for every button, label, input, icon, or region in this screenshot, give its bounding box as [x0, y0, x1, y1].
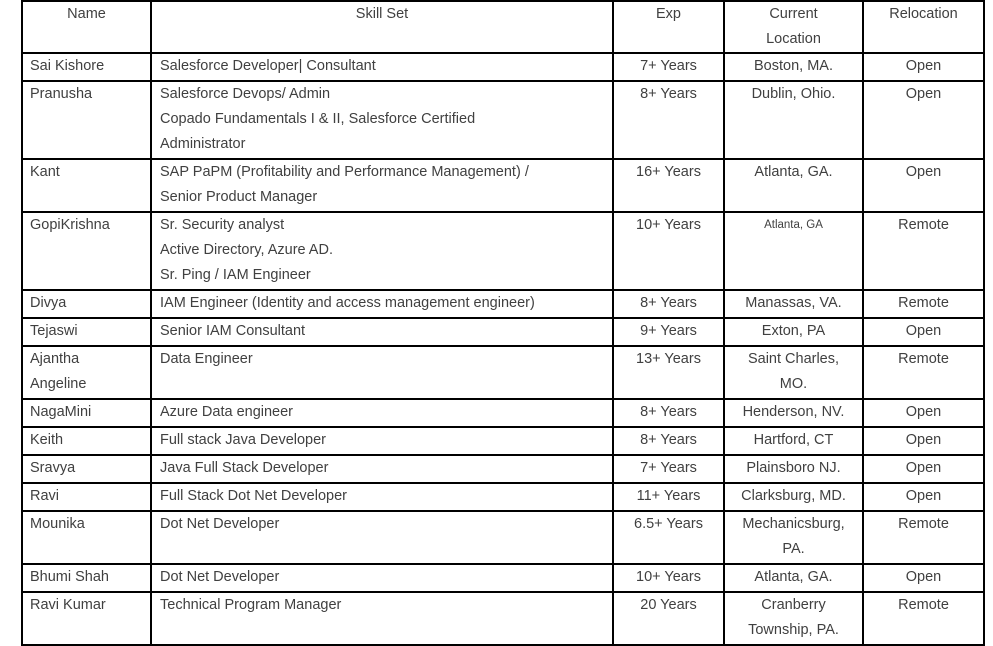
current-location-line: Henderson, NV. — [742, 404, 845, 420]
current-location-line: Clarksburg, MD. — [741, 488, 846, 504]
current-location-value — [725, 400, 862, 425]
cell-exp — [613, 511, 724, 564]
skill-set-line: Administrator — [160, 136, 246, 152]
skill-set-value — [152, 160, 612, 210]
experience-value — [614, 213, 723, 238]
relocation-status-value — [864, 400, 983, 425]
current-location-value — [725, 54, 862, 79]
candidate-name-value — [23, 213, 150, 238]
cell-name — [22, 455, 151, 483]
table-row[interactable] — [22, 592, 984, 645]
experience-line: 16+ Years — [636, 164, 701, 180]
current-location-line: Atlanta, GA. — [754, 569, 833, 585]
relocation-status-value — [864, 213, 983, 238]
skill-set-value — [152, 565, 612, 590]
experience-line: 8+ Years — [640, 432, 697, 448]
candidate-name-line: Ravi Kumar — [30, 597, 106, 613]
cell-exp — [613, 427, 724, 455]
column-header-relocation — [863, 1, 984, 53]
experience-value — [614, 512, 723, 537]
experience-line: 8+ Years — [640, 86, 697, 102]
experience-value — [614, 347, 723, 372]
cell-name — [22, 346, 151, 399]
cell-skill-set — [151, 318, 613, 346]
cell-name — [22, 290, 151, 318]
cell-current-location — [724, 511, 863, 564]
table-row[interactable] — [22, 511, 984, 564]
experience-value — [614, 319, 723, 344]
skill-set-value — [152, 512, 612, 537]
experience-line: 11+ Years — [636, 488, 701, 504]
cell-relocation — [863, 455, 984, 483]
cell-current-location — [724, 592, 863, 645]
experience-value — [614, 484, 723, 509]
relocation-status-line: Remote — [898, 516, 949, 532]
candidate-skill-table — [21, 0, 985, 646]
relocation-status-line: Open — [905, 460, 942, 476]
skill-set-value — [152, 484, 612, 509]
skill-set-line: Copado Fundamentals I & II, Salesforce Certified — [160, 111, 476, 127]
experience-line: 20 Years — [640, 597, 697, 613]
current-location-line: Saint Charles, — [747, 351, 840, 367]
candidate-name-value — [23, 565, 150, 590]
current-location-value — [725, 456, 862, 481]
column-header-name — [22, 1, 151, 53]
column-header-skill-set-label: Skill Set — [355, 6, 409, 22]
relocation-status-line: Open — [905, 86, 942, 102]
relocation-status-line: Open — [905, 432, 942, 448]
skill-set-value — [152, 213, 612, 288]
cell-current-location — [724, 483, 863, 511]
skill-set-line: Salesforce Devops/ Admin — [160, 86, 331, 102]
cell-name — [22, 399, 151, 427]
cell-exp — [613, 564, 724, 592]
skill-set-line: Full Stack Dot Net Developer — [160, 488, 347, 504]
relocation-status-value — [864, 291, 983, 316]
skill-set-line: Java Full Stack Developer — [160, 460, 329, 476]
current-location-line: MO. — [779, 376, 808, 392]
current-location-line: Hartford, CT — [753, 432, 834, 448]
cell-skill-set — [151, 592, 613, 645]
relocation-status-line: Remote — [898, 597, 949, 613]
experience-line: 7+ Years — [640, 58, 697, 74]
table-row[interactable] — [22, 427, 984, 455]
cell-relocation — [863, 399, 984, 427]
skill-set-value — [152, 400, 612, 425]
cell-exp — [613, 483, 724, 511]
candidate-name-line: Pranusha — [30, 86, 93, 102]
cell-relocation — [863, 290, 984, 318]
relocation-status-value — [864, 512, 983, 537]
current-location-line: Dublin, Ohio. — [751, 86, 836, 102]
current-location-line: Township, PA. — [748, 622, 839, 638]
column-header-current-location — [724, 1, 863, 53]
relocation-status-value — [864, 82, 983, 107]
candidate-name-value — [23, 484, 150, 509]
cell-exp — [613, 212, 724, 290]
table-row[interactable] — [22, 399, 984, 427]
column-header-current-location-label-line1: Current — [769, 6, 818, 22]
table-row[interactable] — [22, 346, 984, 399]
current-location-value — [725, 213, 862, 238]
cell-current-location — [724, 399, 863, 427]
cell-name — [22, 511, 151, 564]
table-row[interactable] — [22, 81, 984, 159]
candidate-name-value — [23, 400, 150, 425]
current-location-line: Cranberry — [761, 597, 826, 613]
current-location-line: Atlanta, GA. — [754, 164, 833, 180]
skill-set-value — [152, 291, 612, 316]
relocation-status-line: Remote — [898, 295, 949, 311]
cell-skill-set — [151, 81, 613, 159]
cell-relocation — [863, 212, 984, 290]
table-row[interactable] — [22, 455, 984, 483]
table-row[interactable] — [22, 483, 984, 511]
relocation-status-line: Open — [905, 58, 942, 74]
experience-line: 6.5+ Years — [634, 516, 703, 532]
cell-skill-set — [151, 427, 613, 455]
cell-exp — [613, 81, 724, 159]
table-row[interactable] — [22, 53, 984, 81]
experience-line: 9+ Years — [640, 323, 697, 339]
cell-relocation — [863, 53, 984, 81]
skill-set-value — [152, 82, 612, 157]
table-row[interactable] — [22, 318, 984, 346]
candidate-name-value — [23, 291, 150, 316]
header-row — [22, 1, 984, 53]
column-header-relocation-label: Relocation — [889, 6, 958, 22]
cell-current-location — [724, 81, 863, 159]
experience-line: 8+ Years — [640, 404, 697, 420]
cell-name — [22, 483, 151, 511]
cell-relocation — [863, 346, 984, 399]
cell-current-location — [724, 346, 863, 399]
cell-current-location — [724, 159, 863, 212]
cell-skill-set — [151, 159, 613, 212]
current-location-value — [725, 291, 862, 316]
cell-skill-set — [151, 346, 613, 399]
candidate-name-line: Ajantha — [30, 351, 80, 367]
experience-value — [614, 82, 723, 107]
skill-set-value — [152, 347, 612, 372]
candidate-name-value — [23, 82, 150, 107]
cell-skill-set — [151, 564, 613, 592]
relocation-status-value — [864, 347, 983, 372]
candidate-table-container — [21, 0, 983, 646]
candidate-name-value — [23, 319, 150, 344]
current-location-line: Plainsboro NJ. — [746, 460, 841, 476]
cell-name — [22, 212, 151, 290]
relocation-status-value — [864, 428, 983, 453]
table-body — [22, 53, 984, 645]
relocation-status-value — [864, 319, 983, 344]
column-header-exp-label: Exp — [656, 6, 681, 22]
cell-name — [22, 53, 151, 81]
skill-set-line: IAM Engineer (Identity and access management engineer) — [160, 295, 535, 311]
cell-skill-set — [151, 455, 613, 483]
cell-exp — [613, 592, 724, 645]
candidate-name-value — [23, 512, 150, 537]
relocation-status-line: Remote — [898, 217, 949, 233]
table-row[interactable] — [22, 159, 984, 212]
skill-set-value — [152, 54, 612, 79]
skill-set-line: Active Directory, Azure AD. — [160, 242, 333, 258]
cell-skill-set — [151, 483, 613, 511]
experience-value — [614, 54, 723, 79]
current-location-value — [725, 319, 862, 344]
cell-relocation — [863, 564, 984, 592]
experience-line: 7+ Years — [640, 460, 697, 476]
current-location-line: Boston, MA. — [754, 58, 833, 74]
skill-set-value — [152, 428, 612, 453]
skill-set-line: Data Engineer — [160, 351, 253, 367]
cell-skill-set — [151, 399, 613, 427]
experience-line: 10+ Years — [636, 217, 701, 233]
column-header-skill-set — [151, 1, 613, 53]
cell-skill-set — [151, 511, 613, 564]
relocation-status-line: Open — [905, 488, 942, 504]
relocation-status-line: Open — [905, 404, 942, 420]
skill-set-value — [152, 456, 612, 481]
current-location-line: Atlanta, GA — [764, 219, 823, 231]
cell-relocation — [863, 318, 984, 346]
table-row[interactable] — [22, 212, 984, 290]
skill-set-line: Senior Product Manager — [160, 189, 318, 205]
skill-set-line: Azure Data engineer — [160, 404, 293, 420]
candidate-name-line: Sai Kishore — [30, 58, 105, 74]
skill-set-line: Technical Program Manager — [160, 597, 342, 613]
candidate-name-line: Sravya — [30, 460, 76, 476]
current-location-value — [725, 82, 862, 107]
candidate-name-value — [23, 160, 150, 185]
cell-exp — [613, 455, 724, 483]
cell-exp — [613, 159, 724, 212]
relocation-status-line: Open — [905, 323, 942, 339]
current-location-value — [725, 593, 862, 643]
candidate-name-line: Tejaswi — [30, 323, 78, 339]
current-location-line: Manassas, VA. — [745, 295, 842, 311]
cell-relocation — [863, 511, 984, 564]
current-location-value — [725, 428, 862, 453]
cell-current-location — [724, 427, 863, 455]
skill-set-value — [152, 319, 612, 344]
cell-name — [22, 318, 151, 346]
candidate-name-line: Ravi — [30, 488, 60, 504]
experience-value — [614, 428, 723, 453]
relocation-status-value — [864, 456, 983, 481]
relocation-status-line: Open — [905, 569, 942, 585]
candidate-name-line: Bhumi Shah — [30, 569, 109, 585]
current-location-line: Exton, PA — [761, 323, 826, 339]
relocation-status-value — [864, 484, 983, 509]
relocation-status-value — [864, 160, 983, 185]
relocation-status-value — [864, 54, 983, 79]
cell-current-location — [724, 318, 863, 346]
skill-set-line: Dot Net Developer — [160, 569, 280, 585]
cell-current-location — [724, 53, 863, 81]
cell-name — [22, 592, 151, 645]
candidate-name-line: NagaMini — [30, 404, 92, 420]
experience-line: 8+ Years — [640, 295, 697, 311]
skill-set-line: Sr. Ping / IAM Engineer — [160, 267, 311, 283]
cell-current-location — [724, 212, 863, 290]
skill-set-line: Full stack Java Developer — [160, 432, 327, 448]
skill-set-line: Sr. Security analyst — [160, 217, 285, 233]
current-location-value — [725, 565, 862, 590]
candidate-name-line: Keith — [30, 432, 64, 448]
table-header — [22, 1, 984, 53]
cell-exp — [613, 346, 724, 399]
cell-relocation — [863, 483, 984, 511]
cell-name — [22, 81, 151, 159]
cell-exp — [613, 318, 724, 346]
relocation-status-line: Remote — [898, 351, 949, 367]
column-header-exp — [613, 1, 724, 53]
candidate-name-value — [23, 347, 150, 397]
table-row[interactable] — [22, 564, 984, 592]
current-location-value — [725, 484, 862, 509]
cell-current-location — [724, 564, 863, 592]
experience-line: 10+ Years — [636, 569, 701, 585]
cell-exp — [613, 399, 724, 427]
skill-set-line: Senior IAM Consultant — [160, 323, 306, 339]
cell-skill-set — [151, 53, 613, 81]
cell-current-location — [724, 455, 863, 483]
cell-relocation — [863, 159, 984, 212]
cell-name — [22, 159, 151, 212]
skill-set-line: Dot Net Developer — [160, 516, 280, 532]
current-location-value — [725, 160, 862, 185]
current-location-line: PA. — [782, 541, 805, 557]
candidate-name-value — [23, 456, 150, 481]
cell-relocation — [863, 81, 984, 159]
cell-current-location — [724, 290, 863, 318]
relocation-status-line: Open — [905, 164, 942, 180]
experience-value — [614, 291, 723, 316]
column-header-name-label: Name — [67, 6, 106, 22]
current-location-line: Mechanicsburg, — [742, 516, 845, 532]
experience-value — [614, 400, 723, 425]
skill-set-line: Salesforce Developer| Consultant — [160, 58, 376, 74]
cell-relocation — [863, 427, 984, 455]
experience-value — [614, 456, 723, 481]
cell-relocation — [863, 592, 984, 645]
candidate-name-value — [23, 54, 150, 79]
relocation-status-value — [864, 565, 983, 590]
current-location-value — [725, 512, 862, 562]
candidate-name-line: GopiKrishna — [30, 217, 110, 233]
experience-value — [614, 565, 723, 590]
cell-exp — [613, 53, 724, 81]
candidate-name-line: Mounika — [30, 516, 85, 532]
candidate-name-line: Angeline — [30, 376, 87, 392]
cell-name — [22, 564, 151, 592]
experience-value — [614, 160, 723, 185]
experience-line: 13+ Years — [636, 351, 701, 367]
candidate-name-line: Divya — [30, 295, 67, 311]
cell-name — [22, 427, 151, 455]
column-header-current-location-label-line2: Location — [766, 31, 821, 47]
candidate-name-value — [23, 428, 150, 453]
skill-set-line: SAP PaPM (Profitability and Performance Management) / — [160, 164, 529, 180]
current-location-value — [725, 347, 862, 397]
table-row[interactable] — [22, 290, 984, 318]
candidate-name-line: Kant — [30, 164, 60, 180]
cell-skill-set — [151, 212, 613, 290]
cell-skill-set — [151, 290, 613, 318]
cell-exp — [613, 290, 724, 318]
